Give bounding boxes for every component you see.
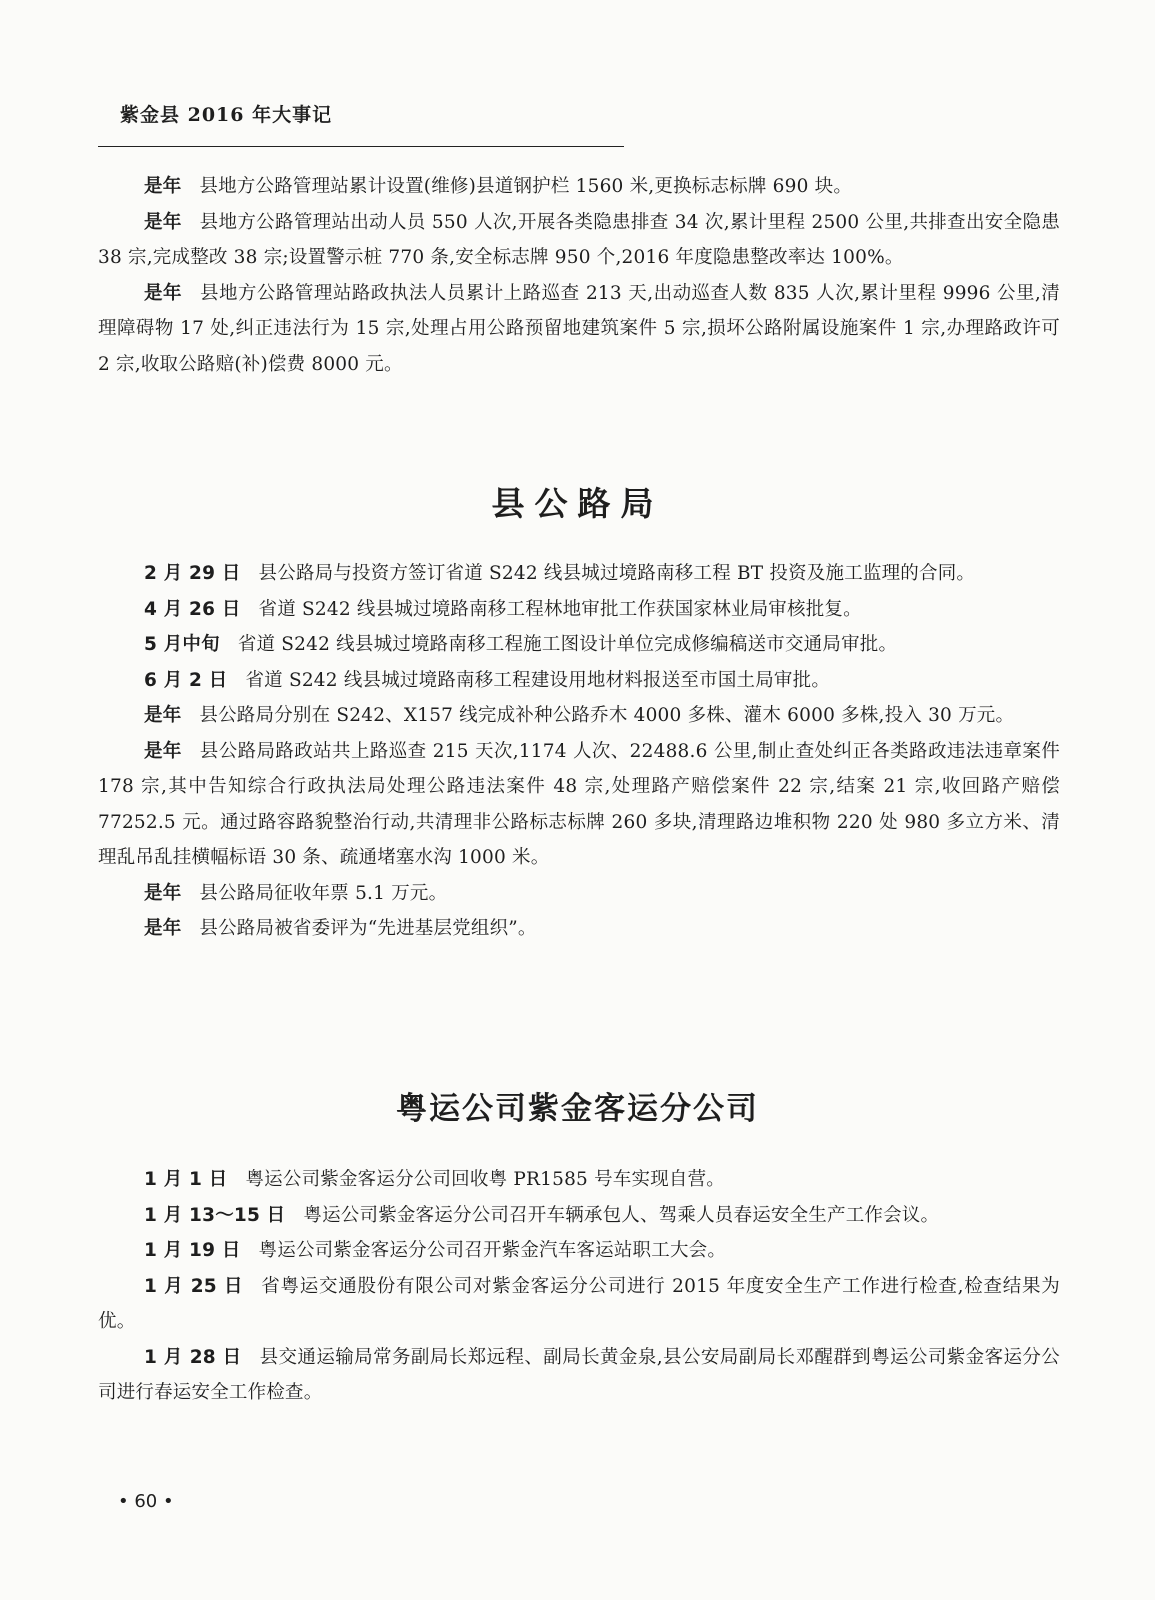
entry-date: 是年 (144, 211, 182, 233)
entry-date: 5 月中旬 (144, 634, 220, 655)
entry-date: 1 月 13～15 日 (144, 1204, 286, 1226)
entry-text: 粤运公司紫金客运分公司召开紫金汽车客运站职工大会。 (258, 1240, 727, 1261)
entry-date: 1 月 1 日 (144, 1169, 228, 1190)
entry (98, 663, 1060, 699)
section-title-highway-bureau: 县公路局 (491, 484, 664, 523)
entry-text: 县公路局路政站共上路巡查 215 天次,1174 人次、22488.6 公里,制止查处纠正各类路政违法违章案件 178 宗,其中告知综合行政执法局处理公路违法案件 48 宗,处理路产赔偿案件 22 宗,结案 21 宗,收回路产赔偿 77252.5 元。通过路容路貌整治行动,共清理非公路标志标牌 260 多块,清理路边堆积物 220 处 980 多立方米、清理乱吊乱挂横幅标语 30 条、疏通堵塞水沟 1000 米。 (98, 740, 1060, 868)
entry-date: 是年 (144, 705, 182, 726)
entry-text: 省粤运交通股份有限公司对紫金客运分公司进行 2015 年度安全生产工作进行检查,检查结果为优。 (98, 1275, 1060, 1332)
entry (98, 1233, 1060, 1269)
entry-date: 是年 (144, 176, 182, 197)
entry-text: 县公路局与投资方签订省道 S242 线县城过境路南移工程 BT 投资及施工监理的合同。 (258, 563, 976, 584)
entry (98, 592, 1060, 628)
entry-date: 是年 (144, 918, 182, 939)
entry (98, 734, 1060, 876)
section-entries-highway-bureau (98, 556, 1060, 947)
entry (98, 1269, 1060, 1340)
entry (98, 169, 1060, 205)
entry-text: 省道 S242 线县城过境路南移工程施工图设计单位完成修编稿送市交通局审批。 (237, 634, 898, 655)
entry-text: 县公路局征收年票 5.1 万元。 (199, 882, 448, 904)
section-title-transport-company: 粤运公司紫金客运分公司 (396, 1091, 759, 1127)
entry-text: 县交通运输局常务副局长郑远程、副局长黄金泉,县公安局副局长邓醒群到粤运公司紫金客运分公司进行春运安全工作检查。 (98, 1346, 1061, 1403)
entry-text: 县公路局分别在 S242、X157 线完成补种公路乔木 4000 多株、灌木 6000 多株,投入 30 万元。 (199, 705, 1015, 726)
entry-text: 粤运公司紫金客运分公司召开车辆承包人、驾乘人员春运安全生产工作会议。 (303, 1204, 940, 1226)
entry (98, 876, 1060, 912)
entry-date: 是年 (144, 740, 182, 762)
entry (98, 698, 1060, 734)
entry (98, 1198, 1060, 1234)
entry-text: 粤运公司紫金客运分公司回收粤 PR1585 号车实现自营。 (245, 1169, 725, 1190)
entry (98, 1340, 1060, 1411)
entry (98, 556, 1060, 592)
entry (98, 911, 1060, 947)
section-entries-road-station (98, 169, 1060, 382)
entry-date: 1 月 19 日 (144, 1240, 241, 1261)
entry-text: 省道 S242 线县城过境路南移工程林地审批工作获国家林业局审核批复。 (258, 598, 862, 620)
entry-text: 省道 S242 线县城过境路南移工程建设用地材料报送至市国土局审批。 (245, 669, 831, 691)
entry-date: 1 月 28 日 (144, 1346, 242, 1368)
header-rule (98, 146, 624, 147)
entry-date: 6 月 2 日 (144, 669, 228, 691)
entry-text: 县地方公路管理站路政执法人员累计上路巡查 213 天,出动巡查人数 835 人次,累计里程 9996 公里,清理障碍物 17 处,纠正违法行为 15 宗,处理占用公路预留地建筑案件 5 宗,损坏公路附属设施案件 1 宗,办理路政许可 2 宗,收取公路赔(补)偿费 8000 元。 (98, 282, 1060, 375)
entry-text: 县公路局被省委评为“先进基层党组织”。 (199, 918, 537, 939)
entry-date: 是年 (144, 882, 182, 904)
entry-text: 县地方公路管理站累计设置(维修)县道钢护栏 1560 米,更换标志标牌 690 块。 (199, 176, 853, 197)
running-header: 紫金县 2016 年大事记 (120, 104, 333, 126)
entry-date: 是年 (144, 282, 182, 304)
entry-text: 县地方公路管理站出动人员 550 人次,开展各类隐患排查 34 次,累计里程 2500 公里,共排查出安全隐患 38 宗,完成整改 38 宗;设置警示桩 770 条,安全标志牌 950 个,2016 年度隐患整改率达 100%。 (98, 211, 1060, 268)
entry (98, 205, 1060, 276)
page-number: • 60 • (118, 1491, 174, 1512)
entry (98, 627, 1060, 663)
section-entries-transport-company (98, 1162, 1060, 1411)
entry-date: 2 月 29 日 (144, 563, 241, 584)
entry (98, 276, 1060, 383)
entry-date: 1 月 25 日 (144, 1275, 244, 1297)
entry-date: 4 月 26 日 (144, 598, 241, 620)
entry (98, 1162, 1060, 1198)
